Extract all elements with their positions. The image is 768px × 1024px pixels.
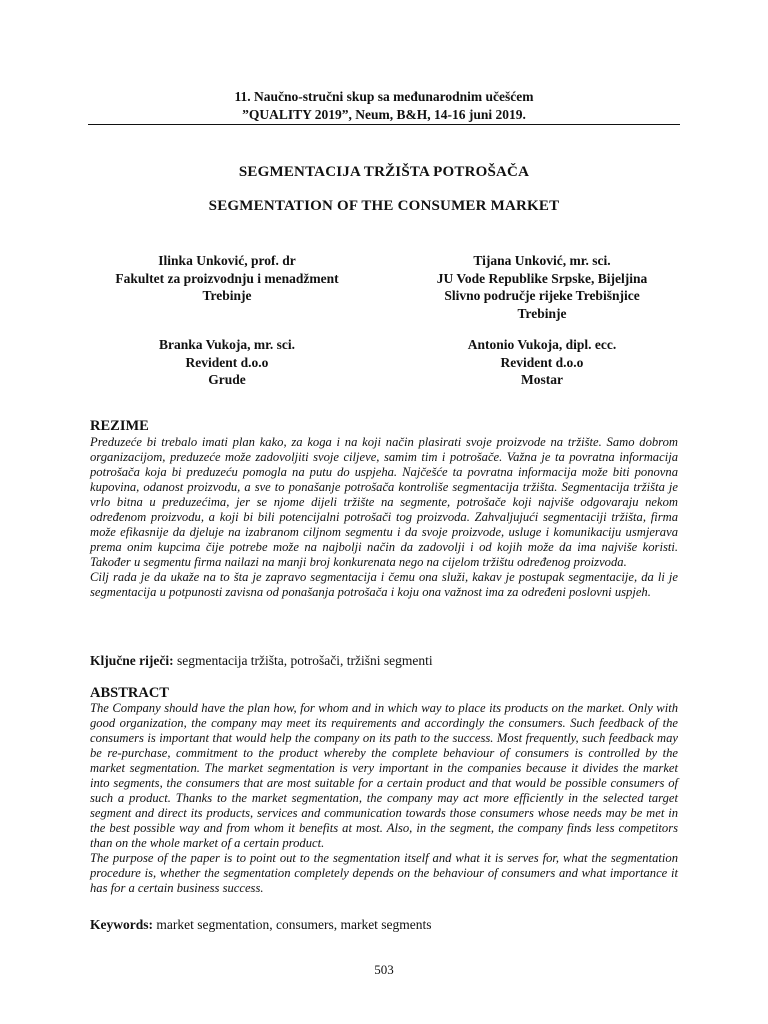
author-3-city: Grude — [208, 372, 246, 387]
author-1-affiliation: Fakultet za proizvodnju i menadžment — [115, 270, 339, 286]
author-block-3 — [88, 336, 366, 389]
conference-header — [0, 88, 768, 124]
author-block-2 — [400, 252, 684, 322]
paper-title-local: SEGMENTACIJA TRŽIŠTA POTROŠAČA — [238, 164, 530, 180]
keywords-english-value: market segmentation, consumers, market segments — [153, 917, 432, 932]
abstract-paragraph-2: The purpose of the paper is to point out to the segmentation itself and what it is serves for, what the segmentation procedure is, whether the segmentation completely depends on the behaviour of consumers and what importance it has for a certain business success. — [90, 851, 678, 895]
author-block-4 — [400, 336, 684, 389]
author-4-name: Antonio Vukoja, dipl. ecc. — [467, 337, 617, 352]
conference-line-1: 11. Naučno-stručni skup sa međunarodnim učešćem — [234, 89, 534, 104]
author-3-name: Branka Vukoja, mr. sci. — [158, 337, 296, 352]
abstract-paragraph-1: The Company should have the plan how, for whom and in which way to place its products on the market. Only with good organization, the company may meet its requirements and accordingly the consumers. Such feedback of the consumers is important that would help the company on its path to the success. Most frequently, such feedback may be re-purchase, commitment to the product whereby the complete behaviour of consumers is controlled by the market segmentation. The market segmentation is very important in the companies because it divides the market into segments, the consumers that are most suitable for a certain product and that would be possible consumers of such a product. Thanks to the market segmentation, the company may act more efficiently in the selected target segment and direct its products, services and communication towards those consumers whose needs may be met in the best possible way and from whom it benefits at most. Also, in the segment, the company finds less competitors than on the whole market of a certain product. — [90, 701, 678, 850]
author-3-affiliation: Revident d.o.o — [185, 354, 269, 370]
author-block-1 — [88, 252, 366, 305]
keywords-local — [90, 653, 433, 669]
abstract-body — [90, 701, 678, 896]
author-2-affiliation-2: Slivno područje rijeke Trebišnjice — [444, 288, 640, 303]
abstract-heading: ABSTRACT — [90, 685, 169, 701]
rezime-paragraph-1: Preduzeće bi trebalo imati plan kako, za koga i na koji način plasirati svoje proizvode na tržište. Samo dobrom organizacijom, preduzeće može zadovoljiti svoje ciljeve, samim tim i potrošače. Važna je ta povratna informacija potrošača koja bi preduzeću pomogla na putu do uspjeha. Najčešće ta povratna informacija može biti ponovna kupovina, odanost proizvodu, a sve to ponašanje potrošača kontroliše segmentacija tržišta. Segmentacija tržišta je vrlo bitna u preduzećima, jer se njome dijeli tržište na segmente, potrošače koji najviše odgovaraju nekom određenom proizvodu, a koji bi bili potencijalni potrošači tog proizvoda. Zahvaljujući segmentaciji tržišta, firma može efikasnije da djeluje na izabranom ciljnom segmentu i da svoje proizvode, usluge i komunikaciju usmjerava prema onim kupcima čije potrebe može na najbolji način da zadovolji i od kojih može da ima najviše koristi. Također u segmentu firma nailazi na manji broj konkurenata nego na cijelom tržištu određenog proizvoda. — [90, 435, 678, 569]
author-1-name: Ilinka Unković, prof. dr — [158, 253, 296, 268]
author-4-affiliation: Revident d.o.o — [500, 354, 584, 370]
rezime-paragraph-2: Cilj rada je da ukaže na to šta je zapravo segmentacija i čemu ona služi, kakav je postupak segmentacije, da li je segmentacija u potpunosti zavisna od ponašanja potrošača i koju ona važnost ima za određeni poslovni uspjeh. — [90, 570, 678, 599]
keywords-english-label: Keywords: — [90, 917, 153, 932]
keywords-local-value: segmentacija tržišta, potrošači, tržišni segmenti — [173, 653, 433, 668]
author-2-city: Trebinje — [517, 305, 567, 321]
header-rule — [88, 124, 680, 125]
author-2-name: Tijana Unković, mr. sci. — [473, 253, 611, 268]
paper-title-english: SEGMENTATION OF THE CONSUMER MARKET — [208, 198, 560, 214]
conference-line-2: ”QUALITY 2019”, Neum, B&H, 14-16 juni 2019. — [242, 107, 526, 122]
page-number: 503 — [374, 962, 394, 977]
keywords-english — [90, 917, 432, 933]
rezime-heading: REZIME — [90, 418, 149, 434]
rezime-body — [90, 435, 678, 600]
keywords-local-label: Ključne riječi: — [90, 653, 174, 668]
author-1-city: Trebinje — [202, 288, 252, 303]
author-4-city: Mostar — [521, 372, 563, 387]
author-2-affiliation: JU Vode Republike Srpske, Bijeljina — [436, 270, 648, 286]
